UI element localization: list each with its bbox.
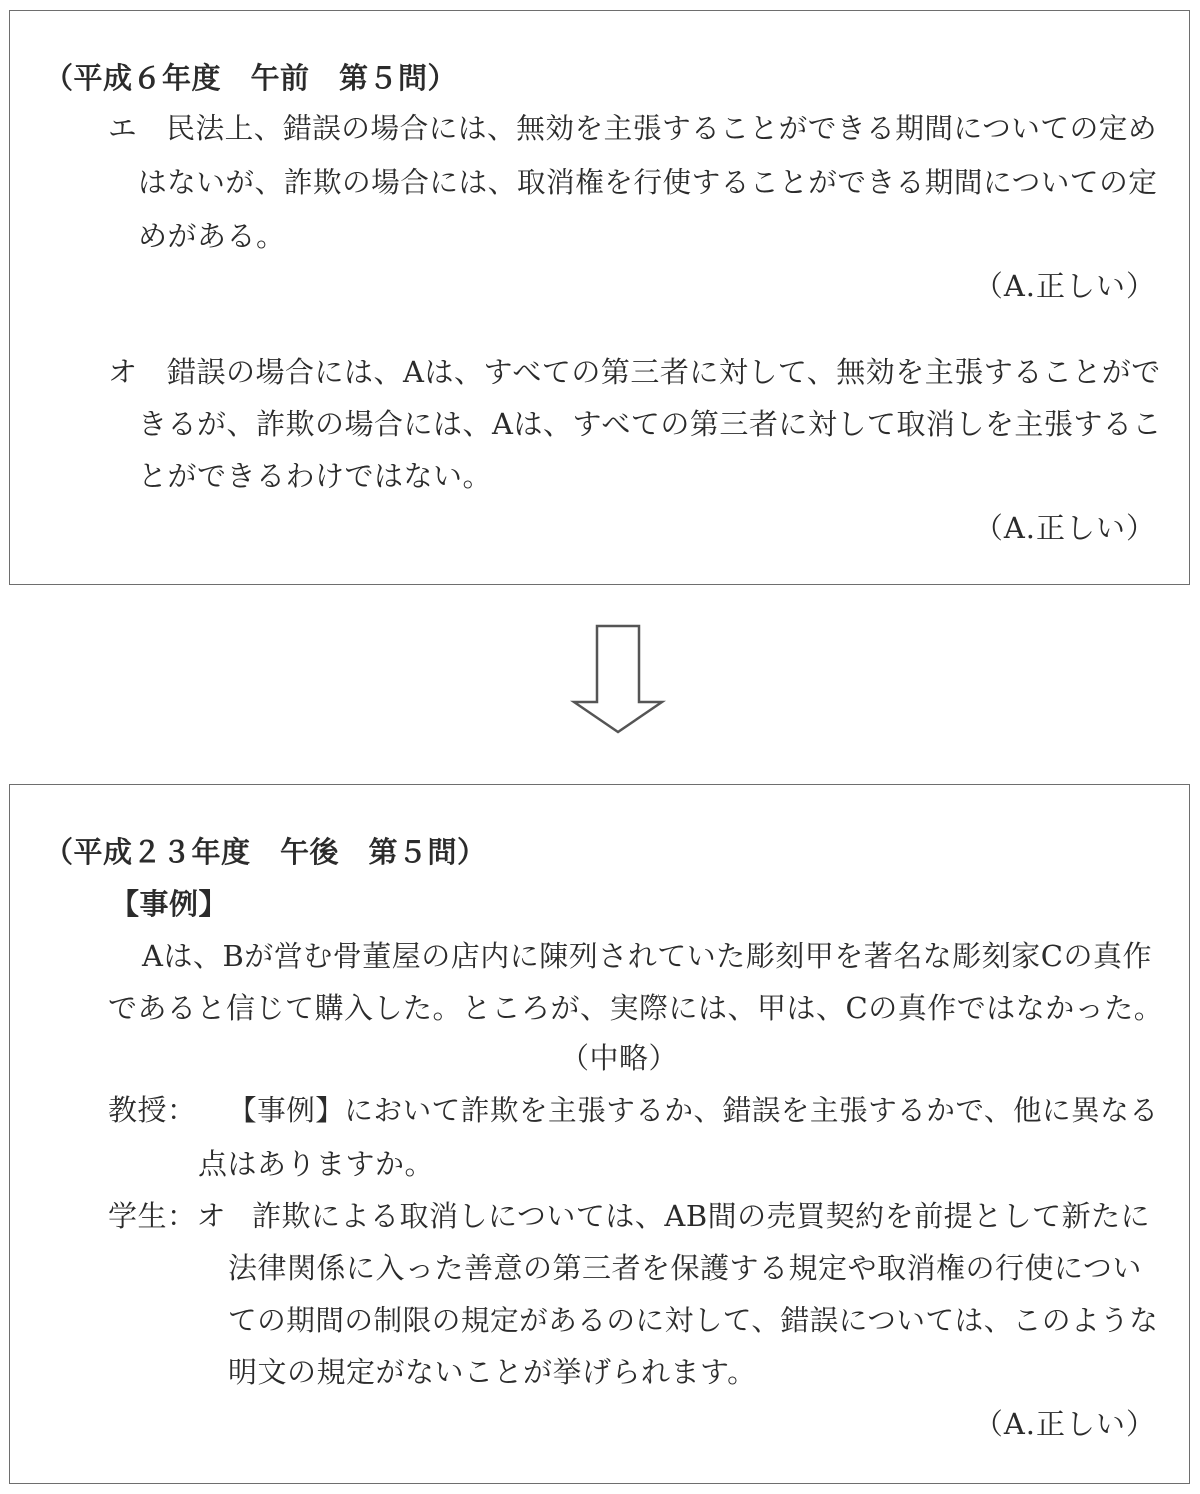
case-text-line-1: Aは、Bが営む骨董屋の店内に陳列されていた彫刻甲を著名な彫刻家Cの真作 [142,939,1152,973]
choice-e-line-2: はないが、詐欺の場合には、取消権を行使することができる期間についての定 [138,165,1158,199]
exam-header-h23: （平成２３年度 午後 第５問） [44,835,487,869]
student-answer: （A.正しい） [973,1407,1156,1441]
omitted-marker: （中略） [560,1041,679,1075]
choice-o-answer: （A.正しい） [973,511,1156,545]
case-text-line-2: であると信じて購入した。ところが、実際には、甲は、Cの真作ではなかった。 [108,991,1164,1025]
professor-line-1: 【事例】において詐欺を主張するか、錯誤を主張するかで、他に異なる [228,1093,1159,1127]
choice-e-line-1: エ 民法上、錯誤の場合には、無効を主張することができる期間についての定め [108,111,1158,145]
exam-header-h6: （平成６年度 午前 第５問） [44,61,458,95]
professor-line-2: 点はありますか。 [198,1147,435,1181]
student-line-4: 明文の規定がないことが挙げられます。 [228,1355,757,1389]
choice-e-answer: （A.正しい） [973,269,1156,303]
student-line-2: 法律関係に入った善意の第三者を保護する規定や取消権の行使につい [228,1251,1142,1285]
choice-e-line-3: めがある。 [138,219,286,253]
case-label: 【事例】 [110,887,229,921]
down-arrow-icon [570,624,666,736]
student-line-1: 詐欺による取消しについては、AB間の売買契約を前提として新たに [252,1199,1151,1233]
choice-o-line-2: きるが、詐欺の場合には、Aは、すべての第三者に対して取消しを主張するこ [138,407,1162,441]
choice-o-line-3: とができるわけではない。 [138,459,493,493]
student-line-3: ての期間の制限の規定があるのに対して、錯誤については、このような [228,1303,1159,1337]
choice-o-line-1: オ 錯誤の場合には、Aは、すべての第三者に対して、無効を主張することがで [108,355,1161,389]
student-speaker: 学生：オ [108,1199,227,1233]
professor-speaker: 教授： [108,1093,197,1127]
